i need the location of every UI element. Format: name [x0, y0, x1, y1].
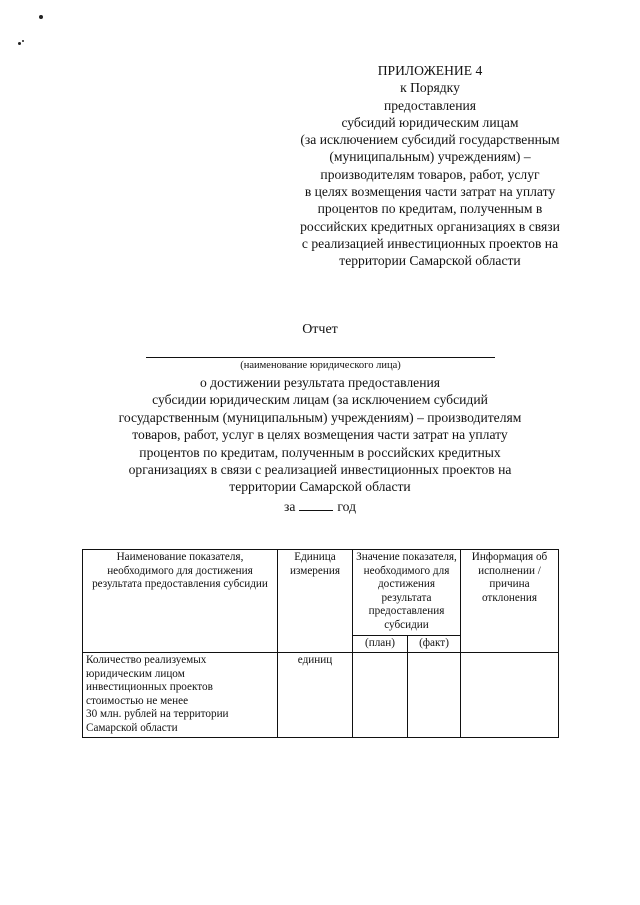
year-blank-field	[299, 499, 333, 511]
header-plan: (план)	[353, 636, 408, 653]
indicator-line: Самарской области	[86, 721, 178, 734]
scan-dot	[18, 42, 21, 45]
indicator-line: стоимостью не менее	[86, 694, 189, 707]
report-subtitle-line: субсидии юридическим лицам (за исключением субсидий	[152, 392, 488, 408]
info-cell	[461, 653, 559, 738]
annex-line: российских кредитных организациях в связи	[300, 218, 560, 234]
report-title: Отчет	[302, 322, 338, 337]
year-suffix: год	[337, 499, 356, 514]
annex-line: в целях возмещения части затрат на уплату	[304, 184, 556, 200]
year-prefix: за	[284, 499, 296, 514]
annex-header	[280, 62, 580, 270]
annex-line: субсидий юридическим лицам	[341, 114, 519, 130]
header-info: Информация об исполнении / причина отклонения	[461, 550, 559, 653]
report-subtitle-line: территории Самарской области	[229, 479, 411, 495]
header-fact: (факт)	[408, 636, 461, 653]
annex-line: (муниципальным) учреждениям) –	[329, 149, 531, 165]
report-subtitle-line: процентов по кредитам, полученным в российских кредитных	[139, 444, 501, 460]
report-subtitle-line: товаров, работ, услуг в целях возмещения части затрат на уплату	[132, 427, 508, 443]
annex-line: (за исключением субсидий государственным	[300, 132, 560, 148]
scan-dot	[22, 40, 24, 42]
report-year-line	[0, 499, 640, 515]
fact-cell	[408, 653, 461, 738]
plan-cell	[353, 653, 408, 738]
table-header-row	[83, 550, 559, 636]
indicator-line: Количество реализуемых	[86, 654, 207, 666]
unit-cell: единиц	[278, 653, 353, 738]
entity-name-caption: (наименование юридического лица)	[240, 360, 401, 371]
scan-dot	[39, 15, 43, 19]
table-row	[83, 653, 559, 738]
report-subtitle-line: государственным (муниципальным) учреждениям) – производителям	[118, 409, 522, 425]
header-unit: Единица измерения	[278, 550, 353, 653]
header-value: Значение показателя, необходимого для достижения результата предоставления субсидии	[353, 550, 461, 636]
indicator-line: инвестиционных проектов	[86, 681, 213, 694]
indicator-line: 30 млн. рублей на территории	[86, 708, 229, 721]
entity-name-line	[146, 357, 495, 358]
indicator-table	[82, 549, 559, 738]
annex-line: территории Самарской области	[339, 253, 521, 269]
report-subtitle-line: организациях в связи с реализацией инвестиционных проектов на	[128, 462, 512, 478]
annex-line: с реализацией инвестиционных проектов на	[301, 235, 559, 251]
indicator-line: юридическим лицом	[86, 667, 185, 680]
report-subtitle-line: о достижении результата предоставления	[199, 375, 441, 390]
report-subtitle	[60, 374, 580, 496]
annex-line: предоставления	[383, 97, 476, 113]
annex-line: к Порядку	[400, 80, 460, 96]
annex-line: производителям товаров, работ, услуг	[320, 166, 540, 182]
annex-line: процентов по кредитам, полученным в	[317, 201, 543, 217]
annex-title: ПРИЛОЖЕНИЕ 4	[377, 63, 483, 78]
header-indicator: Наименование показателя, необходимого для достижения результата предоставления субсидии	[83, 550, 278, 653]
indicator-cell	[83, 653, 278, 738]
